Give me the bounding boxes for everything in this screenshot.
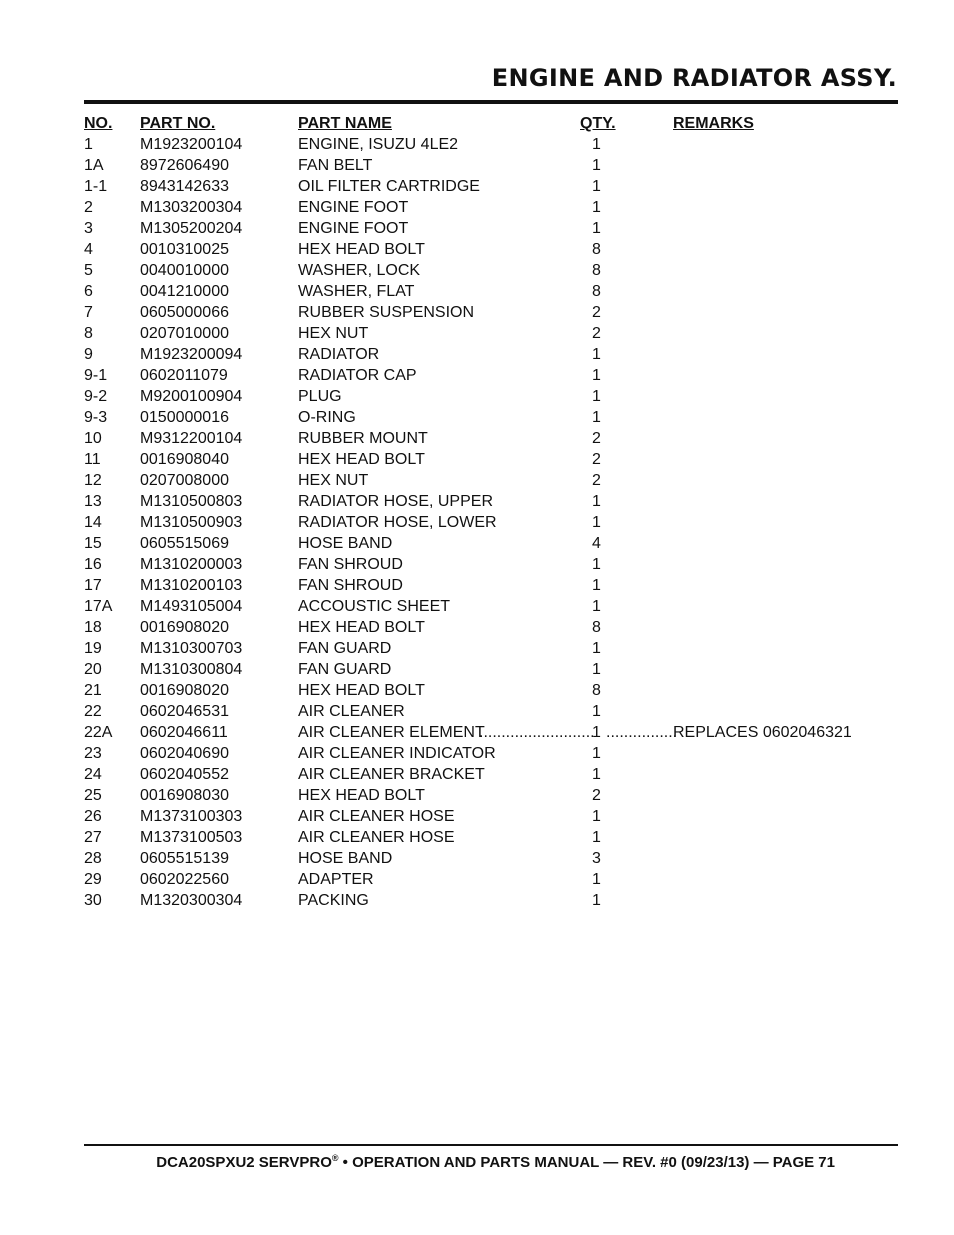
cell-part-name: FAN SHROUD bbox=[298, 577, 403, 594]
cell-no: 6 bbox=[84, 283, 93, 300]
table-row bbox=[84, 197, 898, 218]
header-qty: QTY. bbox=[580, 115, 616, 132]
cell-part-name: HEX NUT bbox=[298, 325, 369, 342]
footer-model: DCA20SPXU2 SERVPRO bbox=[156, 1154, 332, 1171]
cell-part-name: PACKING bbox=[298, 892, 369, 909]
cell-part-no: 0016908020 bbox=[140, 682, 229, 699]
cell-part-name: AIR CLEANER BRACKET bbox=[298, 766, 485, 783]
table-row bbox=[84, 449, 898, 470]
table-row bbox=[84, 386, 898, 407]
header-no: NO. bbox=[84, 115, 113, 132]
cell-qty: 1 bbox=[592, 346, 601, 363]
cell-part-no: M1310200003 bbox=[140, 556, 243, 573]
cell-part-no: M1493105004 bbox=[140, 598, 243, 615]
cell-qty: 8 bbox=[592, 619, 601, 636]
cell-no: 16 bbox=[84, 556, 102, 573]
cell-qty: 2 bbox=[592, 304, 601, 321]
cell-part-no: 0602046531 bbox=[140, 703, 229, 720]
cell-qty: 1 bbox=[592, 703, 601, 720]
cell-no: 21 bbox=[84, 682, 102, 699]
table-row bbox=[84, 701, 898, 722]
cell-no: 8 bbox=[84, 325, 93, 342]
cell-part-no: 8943142633 bbox=[140, 178, 229, 195]
cell-qty: 1 bbox=[592, 157, 601, 174]
cell-qty: 1 bbox=[592, 745, 601, 762]
cell-part-name: AIR CLEANER HOSE bbox=[298, 829, 455, 846]
cell-part-name: AIR CLEANER INDICATOR bbox=[298, 745, 496, 762]
table-row bbox=[84, 176, 898, 197]
cell-qty: 1 bbox=[592, 367, 601, 384]
cell-part-name: RUBBER MOUNT bbox=[298, 430, 428, 447]
table-row bbox=[84, 302, 898, 323]
cell-part-name: ENGINE FOOT bbox=[298, 220, 409, 237]
table-row bbox=[84, 659, 898, 680]
cell-part-name: AIR CLEANER ELEMENT bbox=[298, 724, 485, 741]
cell-part-name: RADIATOR HOSE, LOWER bbox=[298, 514, 497, 531]
cell-qty: 1 bbox=[592, 808, 601, 825]
table-row bbox=[84, 470, 898, 491]
header-part-name: PART NAME bbox=[298, 115, 392, 132]
cell-no: 9-3 bbox=[84, 409, 108, 426]
cell-no: 24 bbox=[84, 766, 102, 783]
cell-no: 15 bbox=[84, 535, 102, 552]
cell-no: 9-1 bbox=[84, 367, 108, 384]
table-row bbox=[84, 533, 898, 554]
cell-part-name: HEX HEAD BOLT bbox=[298, 619, 425, 636]
page-title: ENGINE AND RADIATOR ASSY. bbox=[491, 64, 897, 92]
table-row bbox=[84, 512, 898, 533]
cell-qty: 1 bbox=[592, 577, 601, 594]
header-remarks: REMARKS bbox=[673, 115, 754, 132]
table-header bbox=[84, 113, 898, 134]
cell-qty: 3 bbox=[592, 850, 601, 867]
cell-part-name: RUBBER SUSPENSION bbox=[298, 304, 475, 321]
table-row bbox=[84, 491, 898, 512]
cell-part-name: RADIATOR CAP bbox=[298, 367, 417, 384]
cell-no: 29 bbox=[84, 871, 102, 888]
cell-qty: 1 bbox=[592, 514, 601, 531]
cell-no: 9 bbox=[84, 346, 93, 363]
cell-no: 20 bbox=[84, 661, 102, 678]
cell-part-no: M1310500903 bbox=[140, 514, 243, 531]
cell-part-no: 0602011079 bbox=[140, 367, 228, 384]
cell-part-no: 0605515069 bbox=[140, 535, 229, 552]
cell-part-no: 0207008000 bbox=[140, 472, 229, 489]
cell-part-no: 0016908020 bbox=[140, 619, 229, 636]
cell-part-name: HEX HEAD BOLT bbox=[298, 682, 425, 699]
table-row bbox=[84, 743, 898, 764]
cell-no: 12 bbox=[84, 472, 102, 489]
cell-part-no: M1310300703 bbox=[140, 640, 243, 657]
cell-part-name: AIR CLEANER bbox=[298, 703, 405, 720]
cell-part-name: RADIATOR bbox=[298, 346, 380, 363]
cell-qty: 1 bbox=[592, 598, 601, 615]
table-row bbox=[84, 134, 898, 155]
cell-qty: 1 bbox=[592, 388, 601, 405]
cell-no: 22 bbox=[84, 703, 102, 720]
cell-qty: 1 bbox=[592, 178, 601, 195]
cell-part-name: HEX HEAD BOLT bbox=[298, 451, 425, 468]
cell-no: 19 bbox=[84, 640, 102, 657]
cell-qty: 4 bbox=[592, 535, 601, 552]
footer-text: • OPERATION AND PARTS MANUAL — REV. #0 (09/23/13) — PAGE 71 bbox=[338, 1154, 835, 1171]
cell-no: 4 bbox=[84, 241, 93, 258]
cell-no: 14 bbox=[84, 514, 102, 531]
cell-qty: 1 bbox=[592, 871, 601, 888]
cell-qty: 1 bbox=[592, 766, 601, 783]
cell-part-name: HOSE BAND bbox=[298, 850, 393, 867]
cell-part-no: M1303200304 bbox=[140, 199, 243, 216]
cell-part-no: 0602022560 bbox=[140, 871, 229, 888]
cell-qty: 1 bbox=[592, 661, 601, 678]
table-row bbox=[84, 365, 898, 386]
cell-qty: 1 bbox=[592, 892, 601, 909]
leader-dots: ................ bbox=[606, 724, 678, 741]
cell-part-name: OIL FILTER CARTRIDGE bbox=[298, 178, 480, 195]
cell-part-no: M9200100904 bbox=[140, 388, 243, 405]
table-row bbox=[84, 722, 898, 743]
table-row bbox=[84, 617, 898, 638]
title-rule bbox=[84, 100, 898, 104]
cell-qty: 1 bbox=[592, 556, 601, 573]
table-row bbox=[84, 575, 898, 596]
table-row bbox=[84, 848, 898, 869]
cell-no: 9-2 bbox=[84, 388, 108, 405]
table-row bbox=[84, 680, 898, 701]
cell-part-no: M1320300304 bbox=[140, 892, 243, 909]
cell-part-no: M1310300804 bbox=[140, 661, 243, 678]
cell-remarks: REPLACES 0602046321 bbox=[673, 724, 852, 741]
cell-part-no: M1923200104 bbox=[140, 136, 243, 153]
cell-part-no: 0605000066 bbox=[140, 304, 229, 321]
cell-part-name: HEX NUT bbox=[298, 472, 369, 489]
table-row bbox=[84, 323, 898, 344]
cell-part-no: M9312200104 bbox=[140, 430, 243, 447]
cell-no: 2 bbox=[84, 199, 93, 216]
cell-no: 18 bbox=[84, 619, 102, 636]
table-row bbox=[84, 281, 898, 302]
cell-part-name: FAN BELT bbox=[298, 157, 373, 174]
cell-part-no: 0602040690 bbox=[140, 745, 229, 762]
footer-rule bbox=[84, 1144, 898, 1146]
table-row bbox=[84, 407, 898, 428]
cell-part-name: WASHER, FLAT bbox=[298, 283, 415, 300]
cell-no: 5 bbox=[84, 262, 93, 279]
cell-part-name: PLUG bbox=[298, 388, 342, 405]
cell-qty: 8 bbox=[592, 262, 601, 279]
cell-no: 17 bbox=[84, 577, 102, 594]
cell-qty: 1 bbox=[592, 640, 601, 657]
header-part-no: PART NO. bbox=[140, 115, 216, 132]
cell-no: 27 bbox=[84, 829, 102, 846]
cell-qty: 2 bbox=[592, 472, 601, 489]
page-footer bbox=[84, 1153, 898, 1171]
table-row bbox=[84, 260, 898, 281]
cell-part-no: M1923200094 bbox=[140, 346, 243, 363]
cell-no: 10 bbox=[84, 430, 102, 447]
cell-part-no: 0040010000 bbox=[140, 262, 229, 279]
cell-part-no: 0016908030 bbox=[140, 787, 229, 804]
cell-qty: 1 bbox=[592, 493, 601, 510]
cell-no: 22A bbox=[84, 724, 113, 741]
cell-part-name: HOSE BAND bbox=[298, 535, 393, 552]
table-row bbox=[84, 428, 898, 449]
cell-part-no: M1373100303 bbox=[140, 808, 243, 825]
cell-qty: 1 bbox=[592, 829, 601, 846]
cell-qty: 2 bbox=[592, 325, 601, 342]
cell-part-name: ENGINE, ISUZU 4LE2 bbox=[298, 136, 459, 153]
cell-part-no: 0016908040 bbox=[140, 451, 229, 468]
cell-qty: 8 bbox=[592, 682, 601, 699]
table-row bbox=[84, 239, 898, 260]
cell-qty: 1 bbox=[592, 724, 601, 741]
cell-part-no: 0041210000 bbox=[140, 283, 229, 300]
cell-part-name: ACCOUSTIC SHEET bbox=[298, 598, 451, 615]
cell-part-no: 0010310025 bbox=[140, 241, 229, 258]
cell-no: 25 bbox=[84, 787, 102, 804]
cell-qty: 2 bbox=[592, 451, 601, 468]
table-row bbox=[84, 827, 898, 848]
leader-dots: .......................... bbox=[479, 724, 595, 741]
table-row bbox=[84, 554, 898, 575]
cell-part-no: 8972606490 bbox=[140, 157, 229, 174]
table-row bbox=[84, 218, 898, 239]
cell-no: 1 bbox=[84, 136, 93, 153]
table-row bbox=[84, 764, 898, 785]
cell-part-no: M1305200204 bbox=[140, 220, 243, 237]
cell-no: 30 bbox=[84, 892, 102, 909]
cell-part-no: M1310500803 bbox=[140, 493, 243, 510]
cell-qty: 8 bbox=[592, 283, 601, 300]
cell-qty: 1 bbox=[592, 409, 601, 426]
cell-qty: 1 bbox=[592, 220, 601, 237]
cell-qty: 2 bbox=[592, 787, 601, 804]
cell-no: 11 bbox=[84, 451, 101, 468]
cell-no: 28 bbox=[84, 850, 102, 867]
cell-part-name: O-RING bbox=[298, 409, 356, 426]
cell-no: 1-1 bbox=[84, 178, 108, 195]
cell-no: 26 bbox=[84, 808, 102, 825]
cell-part-name: HEX HEAD BOLT bbox=[298, 787, 425, 804]
cell-qty: 2 bbox=[592, 430, 601, 447]
cell-part-name: AIR CLEANER HOSE bbox=[298, 808, 455, 825]
table-row bbox=[84, 785, 898, 806]
cell-part-name: ADAPTER bbox=[298, 871, 374, 888]
cell-qty: 8 bbox=[592, 241, 601, 258]
table-row bbox=[84, 869, 898, 890]
cell-part-no: M1373100503 bbox=[140, 829, 243, 846]
cell-part-no: 0602040552 bbox=[140, 766, 229, 783]
cell-part-name: HEX HEAD BOLT bbox=[298, 241, 425, 258]
cell-no: 7 bbox=[84, 304, 93, 321]
cell-part-no: 0207010000 bbox=[140, 325, 229, 342]
table-row bbox=[84, 638, 898, 659]
table-row bbox=[84, 344, 898, 365]
table-row bbox=[84, 596, 898, 617]
cell-part-name: WASHER, LOCK bbox=[298, 262, 421, 279]
table-row bbox=[84, 890, 898, 911]
cell-part-name: FAN GUARD bbox=[298, 640, 392, 657]
cell-part-name: RADIATOR HOSE, UPPER bbox=[298, 493, 493, 510]
table-row bbox=[84, 806, 898, 827]
cell-part-name: FAN SHROUD bbox=[298, 556, 403, 573]
cell-part-name: ENGINE FOOT bbox=[298, 199, 409, 216]
cell-part-no: 0605515139 bbox=[140, 850, 229, 867]
registered-mark: ® bbox=[331, 1153, 339, 1163]
cell-no: 3 bbox=[84, 220, 93, 237]
cell-part-no: M1310200103 bbox=[140, 577, 243, 594]
cell-part-no: 0602046611 bbox=[140, 724, 228, 741]
cell-no: 17A bbox=[84, 598, 113, 615]
cell-qty: 1 bbox=[592, 136, 601, 153]
table-row bbox=[84, 155, 898, 176]
cell-no: 23 bbox=[84, 745, 102, 762]
cell-no: 13 bbox=[84, 493, 102, 510]
cell-no: 1A bbox=[84, 157, 104, 174]
cell-part-name: FAN GUARD bbox=[298, 661, 392, 678]
cell-qty: 1 bbox=[592, 199, 601, 216]
cell-part-no: 0150000016 bbox=[140, 409, 229, 426]
table-body bbox=[84, 134, 898, 911]
parts-table bbox=[84, 113, 898, 911]
